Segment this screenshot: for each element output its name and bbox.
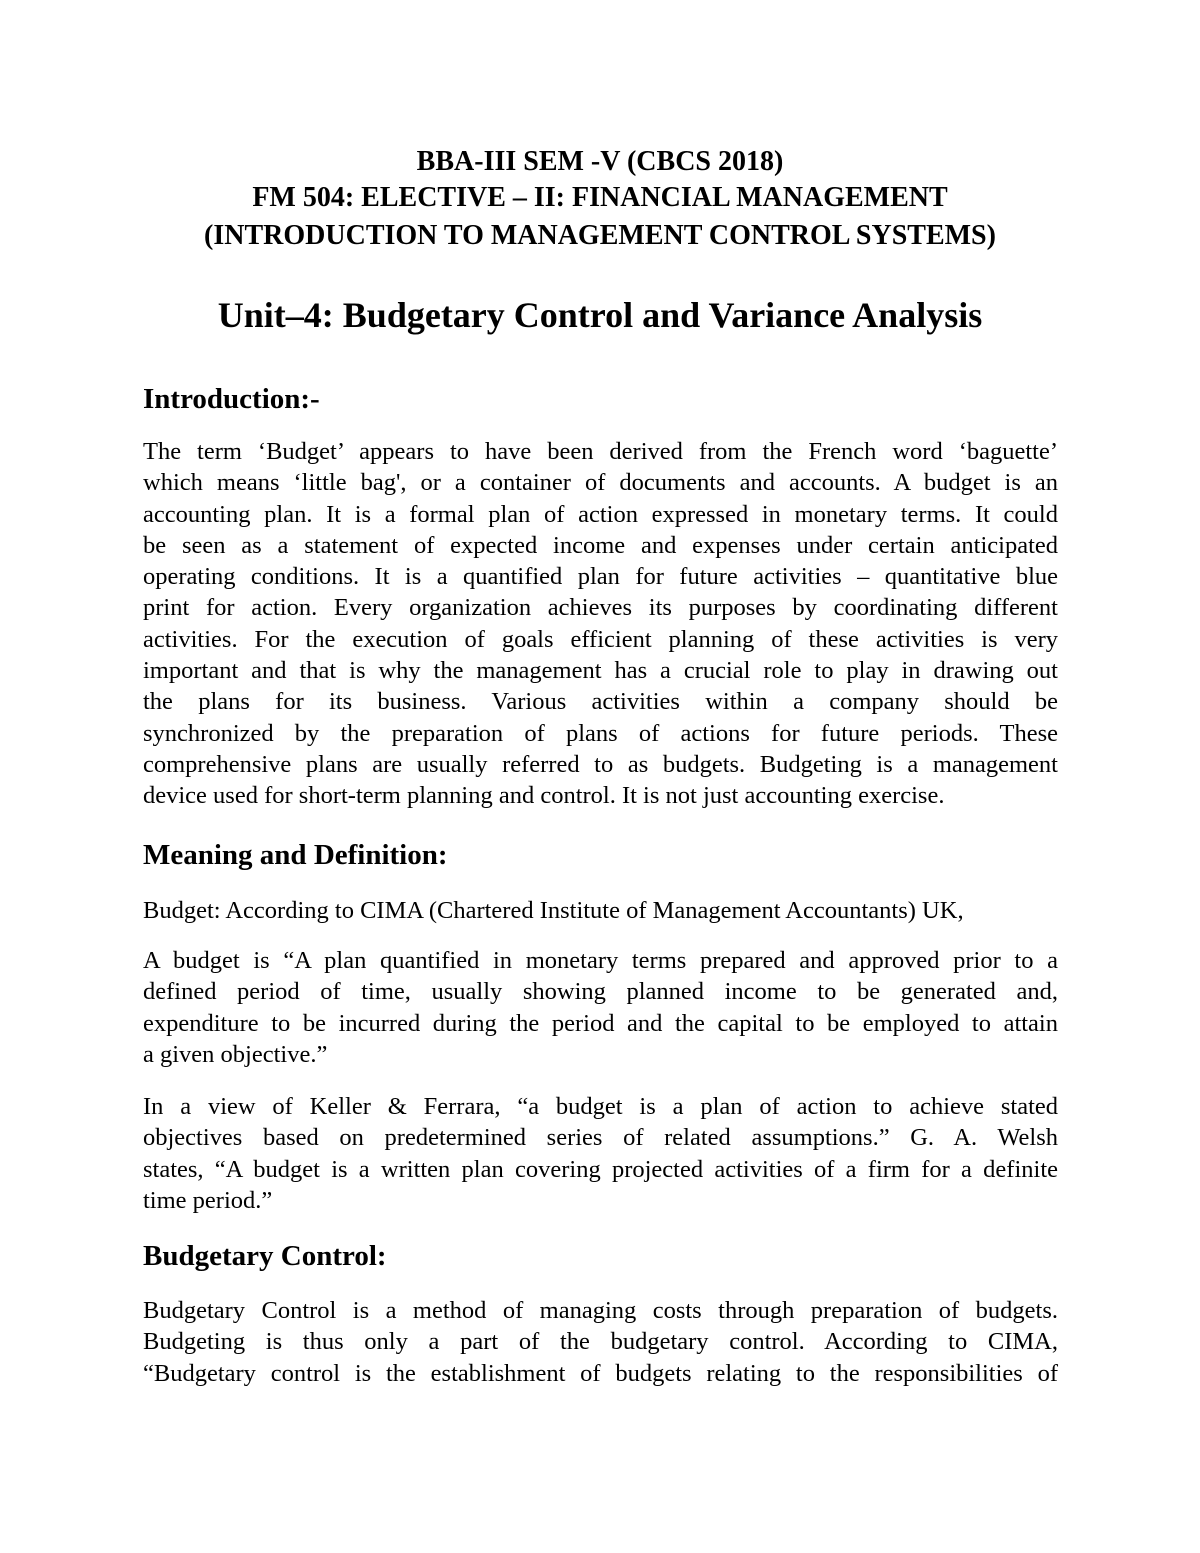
budgetary-control-heading: Budgetary Control: [143,1240,387,1272]
paragraph-line: a given objective.” [143,1040,328,1068]
paragraph-line: “Budgetary control is the establishment of budgets relating to the responsibilities of [143,1359,1058,1387]
paragraph-line: print for action. Every organization achieves its purposes by coordinating different [143,594,1058,622]
course-header-line-1: BBA-III SEM -V (CBCS 2018) [416,146,784,177]
cima-definition-paragraph [143,945,1058,1070]
meaning-definition-heading: Meaning and Definition: [143,839,448,871]
paragraph-line: Budgetary Control is a method of managing costs through preparation of budgets. [143,1297,1058,1324]
paragraph-line: be seen as a statement of expected income and expenses under certain anticipated [143,531,1058,559]
paragraph-line: activities. For the execution of goals efficient planning of these activities is very [143,625,1058,653]
unit-title: Unit–4: Budgetary Control and Variance Analysis [217,295,983,335]
paragraph-line: expenditure to be incurred during the period and the capital to be employed to attain [143,1009,1058,1037]
course-header-line-3: (INTRODUCTION TO MANAGEMENT CONTROL SYSTEMS) [204,220,996,251]
paragraph-line: time period.” [143,1186,273,1214]
paragraph-line: states, “A budget is a written plan covering projected activities of a firm for a definite [143,1155,1058,1183]
paragraph-line: objectives based on predetermined series of related assumptions.” G. A. Welsh [143,1124,1058,1152]
paragraph-line: which means ‘little bag', or a container of documents and accounts. A budget is an [143,469,1058,497]
cima-intro-paragraph [143,895,1058,926]
paragraph-line: The term ‘Budget’ appears to have been derived from the French word ‘baguette’ [143,438,1058,465]
keller-welsh-paragraph [143,1091,1058,1216]
paragraph-line: operating conditions. It is a quantified plan for future activities – quantitative blue [143,563,1058,591]
paragraph-line: comprehensive plans are usually referred to as budgets. Budgeting is a management [143,750,1058,778]
introduction-paragraph [143,436,1058,812]
paragraph-line: Budgeting is thus only a part of the budgetary control. According to CIMA, [143,1328,1058,1356]
paragraph-line: device used for short-term planning and control. It is not just accounting exercise. [143,782,945,810]
paragraph-line: Budget: According to CIMA (Chartered Institute of Management Accountants) UK, [143,897,964,924]
course-header-line-2: FM 504: ELECTIVE – II: FINANCIAL MANAGEMENT [252,182,948,213]
paragraph-line: A budget is “A plan quantified in monetary terms prepared and approved prior to a [143,947,1058,974]
paragraph-line: synchronized by the preparation of plans of actions for future periods. These [143,719,1058,747]
paragraph-line: important and that is why the management has a crucial role to play in drawing out [143,657,1058,685]
paragraph-line: accounting plan. It is a formal plan of action expressed in monetary terms. It could [143,500,1058,528]
introduction-heading: Introduction:- [143,383,320,415]
paragraph-line: the plans for its business. Various activities within a company should be [143,688,1058,716]
budgetary-control-paragraph [143,1295,1058,1389]
paragraph-line: In a view of Keller & Ferrara, “a budget is a plan of action to achieve stated [143,1093,1058,1120]
paragraph-line: defined period of time, usually showing planned income to be generated and, [143,978,1058,1006]
